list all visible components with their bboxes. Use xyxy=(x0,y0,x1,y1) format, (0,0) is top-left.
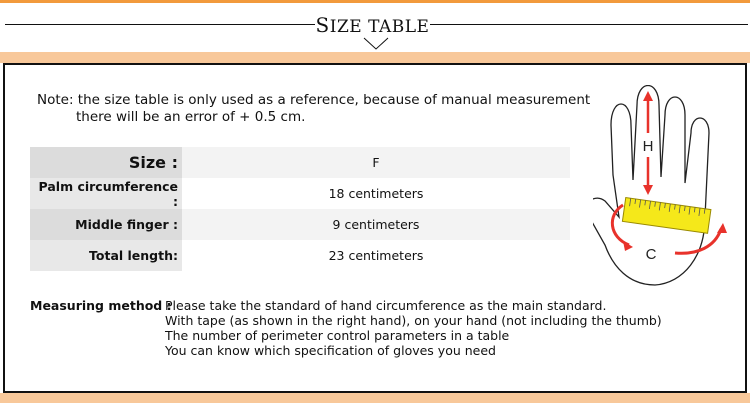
row-value: 9 centimeters xyxy=(182,209,570,240)
method-label: Measuring method : xyxy=(30,298,172,313)
header-rule-left xyxy=(5,24,315,25)
chevron-down-icon xyxy=(363,37,389,51)
row-label: Size : xyxy=(30,147,182,178)
method-text: Please take the standard of hand circumference as the main standard. With tape (as shown in the right hand), on your hand (not including the thumb) The number of perimeter control parameters in a table You can know which specification of gloves you need xyxy=(165,298,662,358)
table-row xyxy=(30,178,570,209)
table-row xyxy=(30,240,570,271)
row-value: F xyxy=(182,147,570,178)
label-h: H xyxy=(642,138,654,155)
size-panel xyxy=(3,63,747,393)
row-value: 23 centimeters xyxy=(182,240,570,271)
top-accent-strip xyxy=(0,52,750,63)
page-title: SIZE TABLE xyxy=(315,13,430,37)
note-text: Note: the size table is only used as a reference, because of manual measurement there will be an error of + 0.5 cm. xyxy=(37,92,591,125)
header-rule-right xyxy=(430,24,748,25)
row-label: Total length: xyxy=(30,240,182,271)
header-band xyxy=(0,0,750,55)
size-table xyxy=(30,147,570,271)
table-row xyxy=(30,147,570,178)
bottom-accent-strip xyxy=(0,393,750,403)
row-value: 18 centimeters xyxy=(182,178,570,209)
label-c: C xyxy=(645,246,657,263)
table-row xyxy=(30,209,570,240)
row-label: Palm circumference : xyxy=(30,178,182,209)
hand-measurement-diagram xyxy=(593,85,733,295)
row-label: Middle finger : xyxy=(30,209,182,240)
arrow-right-icon xyxy=(717,223,727,233)
